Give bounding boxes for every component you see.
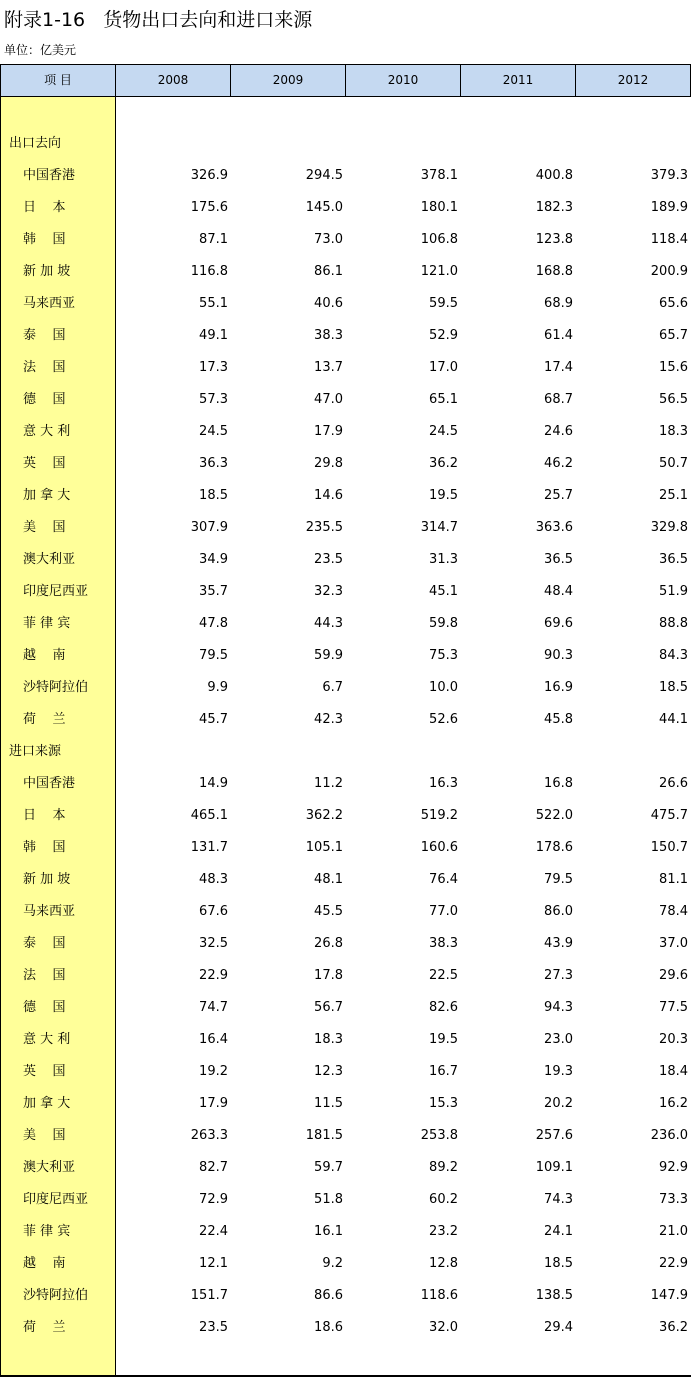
table-left-border <box>0 64 1 1377</box>
value-cell: 18.4 <box>659 1064 688 1079</box>
value-cell: 378.1 <box>420 168 458 183</box>
value-cell: 22.4 <box>199 1224 228 1239</box>
value-cell: 67.6 <box>199 904 228 919</box>
value-cell: 522.0 <box>535 808 573 823</box>
value-cell: 52.6 <box>429 712 458 727</box>
value-cell: 51.8 <box>314 1192 343 1207</box>
value-cell: 168.8 <box>535 264 573 279</box>
value-cell: 17.3 <box>199 360 228 375</box>
value-cell: 22.5 <box>429 968 458 983</box>
value-cell: 25.1 <box>659 488 688 503</box>
value-cell: 81.1 <box>659 872 688 887</box>
value-cell: 307.9 <box>190 520 228 535</box>
value-cell: 32.0 <box>429 1320 458 1335</box>
value-cell: 57.3 <box>199 392 228 407</box>
row-label: 菲 律 宾 <box>23 616 71 631</box>
value-cell: 9.9 <box>207 680 228 695</box>
row-label: 德 国 <box>23 1000 66 1015</box>
table-row <box>0 1024 691 1056</box>
value-cell: 16.3 <box>429 776 458 791</box>
value-cell: 65.6 <box>659 296 688 311</box>
value-cell: 59.7 <box>314 1160 343 1175</box>
row-label: 德 国 <box>23 392 66 407</box>
value-cell: 329.8 <box>650 520 688 535</box>
value-cell: 73.3 <box>659 1192 688 1207</box>
value-cell: 253.8 <box>420 1128 458 1143</box>
value-cell: 36.3 <box>199 456 228 471</box>
value-cell: 121.0 <box>420 264 458 279</box>
table-row <box>0 480 691 512</box>
value-cell: 138.5 <box>535 1288 573 1303</box>
row-label: 新 加 坡 <box>23 872 71 887</box>
value-cell: 73.0 <box>314 232 343 247</box>
value-cell: 59.5 <box>429 296 458 311</box>
value-cell: 175.6 <box>190 200 228 215</box>
value-cell: 15.3 <box>429 1096 458 1111</box>
value-cell: 36.5 <box>544 552 573 567</box>
table-row <box>0 704 691 736</box>
value-cell: 76.4 <box>429 872 458 887</box>
table-row <box>0 320 691 352</box>
header-year-2009: 2009 <box>231 64 345 96</box>
value-cell: 19.2 <box>199 1064 228 1079</box>
value-cell: 18.6 <box>314 1320 343 1335</box>
value-cell: 151.7 <box>190 1288 228 1303</box>
value-cell: 379.3 <box>650 168 688 183</box>
table-row <box>0 1248 691 1280</box>
row-label: 菲 律 宾 <box>23 1224 71 1239</box>
value-cell: 118.6 <box>420 1288 458 1303</box>
header-item: 项 目 <box>1 64 115 96</box>
value-cell: 23.5 <box>314 552 343 567</box>
row-label: 日 本 <box>23 808 66 823</box>
row-label: 法 国 <box>23 360 66 375</box>
value-cell: 59.8 <box>429 616 458 631</box>
value-cell: 61.4 <box>544 328 573 343</box>
table-row <box>0 928 691 960</box>
value-cell: 116.8 <box>190 264 228 279</box>
value-cell: 92.9 <box>659 1160 688 1175</box>
value-cell: 89.2 <box>429 1160 458 1175</box>
value-cell: 32.5 <box>199 936 228 951</box>
header-bottom-border <box>0 96 691 97</box>
value-cell: 6.7 <box>322 680 343 695</box>
row-label: 沙特阿拉伯 <box>23 680 89 695</box>
value-cell: 22.9 <box>659 1256 688 1271</box>
row-label: 韩 国 <box>23 840 66 855</box>
value-cell: 74.3 <box>544 1192 573 1207</box>
value-cell: 65.7 <box>659 328 688 343</box>
value-cell: 16.2 <box>659 1096 688 1111</box>
value-cell: 29.6 <box>659 968 688 983</box>
header-divider <box>345 64 346 96</box>
value-cell: 145.0 <box>305 200 343 215</box>
value-cell: 105.1 <box>305 840 343 855</box>
value-cell: 263.3 <box>190 1128 228 1143</box>
value-cell: 79.5 <box>544 872 573 887</box>
table-row <box>0 672 691 704</box>
value-cell: 16.4 <box>199 1032 228 1047</box>
value-cell: 86.0 <box>544 904 573 919</box>
row-label: 日 本 <box>23 200 66 215</box>
value-cell: 82.7 <box>199 1160 228 1175</box>
value-cell: 12.1 <box>199 1256 228 1271</box>
value-cell: 48.3 <box>199 872 228 887</box>
data-table <box>0 64 691 1377</box>
value-cell: 400.8 <box>535 168 573 183</box>
value-cell: 181.5 <box>305 1128 343 1143</box>
value-cell: 29.8 <box>314 456 343 471</box>
value-cell: 24.6 <box>544 424 573 439</box>
value-cell: 189.9 <box>650 200 688 215</box>
value-cell: 87.1 <box>199 232 228 247</box>
value-cell: 37.0 <box>659 936 688 951</box>
table-row <box>0 576 691 608</box>
unit-label: 单位：亿美元 <box>4 43 77 57</box>
value-cell: 49.1 <box>199 328 228 343</box>
value-cell: 257.6 <box>535 1128 573 1143</box>
table-row <box>0 352 691 384</box>
value-cell: 519.2 <box>420 808 458 823</box>
value-cell: 26.6 <box>659 776 688 791</box>
header-year-2008: 2008 <box>116 64 230 96</box>
value-cell: 182.3 <box>535 200 573 215</box>
table-row <box>0 416 691 448</box>
value-cell: 72.9 <box>199 1192 228 1207</box>
value-cell: 15.6 <box>659 360 688 375</box>
page-title: 附录1-16 货物出口去向和进口来源 <box>4 9 313 31</box>
row-label: 马来西亚 <box>23 904 76 919</box>
value-cell: 36.2 <box>659 1320 688 1335</box>
value-cell: 77.5 <box>659 1000 688 1015</box>
value-cell: 465.1 <box>190 808 228 823</box>
row-label: 中国香港 <box>23 168 76 183</box>
value-cell: 32.3 <box>314 584 343 599</box>
value-cell: 45.7 <box>199 712 228 727</box>
value-cell: 55.1 <box>199 296 228 311</box>
table-row <box>0 384 691 416</box>
row-label: 泰 国 <box>23 328 66 343</box>
row-label: 印度尼西亚 <box>23 1192 89 1207</box>
value-cell: 19.5 <box>429 488 458 503</box>
table-row <box>0 1184 691 1216</box>
row-label: 澳大利亚 <box>23 1160 76 1175</box>
value-cell: 22.9 <box>199 968 228 983</box>
value-cell: 178.6 <box>535 840 573 855</box>
value-cell: 16.8 <box>544 776 573 791</box>
value-cell: 18.3 <box>314 1032 343 1047</box>
value-cell: 26.8 <box>314 936 343 951</box>
value-cell: 131.7 <box>190 840 228 855</box>
row-label: 荷 兰 <box>23 712 66 727</box>
row-label: 加 拿 大 <box>23 488 71 503</box>
row-label: 意 大 利 <box>23 424 71 439</box>
value-cell: 84.3 <box>659 648 688 663</box>
table-row <box>0 992 691 1024</box>
value-cell: 69.6 <box>544 616 573 631</box>
value-cell: 51.9 <box>659 584 688 599</box>
value-cell: 77.0 <box>429 904 458 919</box>
value-cell: 42.3 <box>314 712 343 727</box>
section-label: 出口去向 <box>9 136 62 151</box>
value-cell: 90.3 <box>544 648 573 663</box>
table-row <box>0 256 691 288</box>
table-row <box>0 1120 691 1152</box>
table-row <box>0 544 691 576</box>
value-cell: 236.0 <box>650 1128 688 1143</box>
value-cell: 94.3 <box>544 1000 573 1015</box>
table-row <box>0 1088 691 1120</box>
value-cell: 20.3 <box>659 1032 688 1047</box>
value-cell: 56.5 <box>659 392 688 407</box>
row-label: 中国香港 <box>23 776 76 791</box>
value-cell: 106.8 <box>420 232 458 247</box>
table-row <box>0 288 691 320</box>
value-cell: 24.1 <box>544 1224 573 1239</box>
value-cell: 160.6 <box>420 840 458 855</box>
value-cell: 68.9 <box>544 296 573 311</box>
value-cell: 294.5 <box>305 168 343 183</box>
value-cell: 23.2 <box>429 1224 458 1239</box>
table-row <box>0 192 691 224</box>
value-cell: 29.4 <box>544 1320 573 1335</box>
value-cell: 11.2 <box>314 776 343 791</box>
value-cell: 47.0 <box>314 392 343 407</box>
value-cell: 45.5 <box>314 904 343 919</box>
value-cell: 326.9 <box>190 168 228 183</box>
row-label: 荷 兰 <box>23 1320 66 1335</box>
value-cell: 23.0 <box>544 1032 573 1047</box>
value-cell: 18.5 <box>199 488 228 503</box>
value-cell: 200.9 <box>650 264 688 279</box>
value-cell: 147.9 <box>650 1288 688 1303</box>
row-label: 法 国 <box>23 968 66 983</box>
table-row <box>0 1216 691 1248</box>
header-divider <box>460 64 461 96</box>
value-cell: 43.9 <box>544 936 573 951</box>
row-label: 韩 国 <box>23 232 66 247</box>
table-row <box>0 864 691 896</box>
table-row <box>0 640 691 672</box>
value-cell: 86.6 <box>314 1288 343 1303</box>
value-cell: 17.0 <box>429 360 458 375</box>
value-cell: 31.3 <box>429 552 458 567</box>
value-cell: 180.1 <box>420 200 458 215</box>
table-row <box>0 832 691 864</box>
value-cell: 35.7 <box>199 584 228 599</box>
value-cell: 44.1 <box>659 712 688 727</box>
value-cell: 88.8 <box>659 616 688 631</box>
table-row <box>0 1056 691 1088</box>
section-row <box>0 128 691 160</box>
value-cell: 10.0 <box>429 680 458 695</box>
section-label: 进口来源 <box>9 744 62 759</box>
value-cell: 109.1 <box>535 1160 573 1175</box>
value-cell: 60.2 <box>429 1192 458 1207</box>
value-cell: 52.9 <box>429 328 458 343</box>
value-cell: 363.6 <box>535 520 573 535</box>
value-cell: 14.9 <box>199 776 228 791</box>
header-divider <box>230 64 231 96</box>
header-divider <box>575 64 576 96</box>
value-cell: 19.3 <box>544 1064 573 1079</box>
value-cell: 18.5 <box>659 680 688 695</box>
table-row <box>0 768 691 800</box>
row-label: 马来西亚 <box>23 296 76 311</box>
value-cell: 12.3 <box>314 1064 343 1079</box>
row-label: 泰 国 <box>23 936 66 951</box>
table-row <box>0 448 691 480</box>
label-column-border <box>115 64 116 1377</box>
row-label: 英 国 <box>23 1064 66 1079</box>
row-label: 加 拿 大 <box>23 1096 71 1111</box>
section-row <box>0 736 691 768</box>
value-cell: 9.2 <box>322 1256 343 1271</box>
value-cell: 150.7 <box>650 840 688 855</box>
value-cell: 118.4 <box>650 232 688 247</box>
value-cell: 36.2 <box>429 456 458 471</box>
value-cell: 68.7 <box>544 392 573 407</box>
value-cell: 34.9 <box>199 552 228 567</box>
value-cell: 14.6 <box>314 488 343 503</box>
value-cell: 16.7 <box>429 1064 458 1079</box>
row-label: 美 国 <box>23 520 66 535</box>
table-row <box>0 1280 691 1312</box>
row-label: 澳大利亚 <box>23 552 76 567</box>
row-label: 越 南 <box>23 1256 66 1271</box>
row-label: 印度尼西亚 <box>23 584 89 599</box>
value-cell: 23.5 <box>199 1320 228 1335</box>
value-cell: 48.4 <box>544 584 573 599</box>
table-row <box>0 896 691 928</box>
table-row <box>0 1312 691 1344</box>
value-cell: 11.5 <box>314 1096 343 1111</box>
value-cell: 123.8 <box>535 232 573 247</box>
value-cell: 45.8 <box>544 712 573 727</box>
value-cell: 56.7 <box>314 1000 343 1015</box>
value-cell: 36.5 <box>659 552 688 567</box>
header-year-2010: 2010 <box>346 64 460 96</box>
table-row <box>0 960 691 992</box>
value-cell: 18.5 <box>544 1256 573 1271</box>
value-cell: 47.8 <box>199 616 228 631</box>
table-row <box>0 224 691 256</box>
value-cell: 44.3 <box>314 616 343 631</box>
row-label: 越 南 <box>23 648 66 663</box>
value-cell: 45.1 <box>429 584 458 599</box>
value-cell: 17.9 <box>199 1096 228 1111</box>
value-cell: 13.7 <box>314 360 343 375</box>
header-year-2012: 2012 <box>576 64 690 96</box>
value-cell: 235.5 <box>305 520 343 535</box>
row-label: 英 国 <box>23 456 66 471</box>
value-cell: 475.7 <box>650 808 688 823</box>
value-cell: 38.3 <box>314 328 343 343</box>
table-row <box>0 1152 691 1184</box>
value-cell: 20.2 <box>544 1096 573 1111</box>
value-cell: 24.5 <box>199 424 228 439</box>
row-label: 美 国 <box>23 1128 66 1143</box>
header-year-2011: 2011 <box>461 64 575 96</box>
value-cell: 46.2 <box>544 456 573 471</box>
value-cell: 74.7 <box>199 1000 228 1015</box>
row-label: 意 大 利 <box>23 1032 71 1047</box>
value-cell: 12.8 <box>429 1256 458 1271</box>
table-row <box>0 160 691 192</box>
value-cell: 65.1 <box>429 392 458 407</box>
value-cell: 25.7 <box>544 488 573 503</box>
value-cell: 16.9 <box>544 680 573 695</box>
value-cell: 17.9 <box>314 424 343 439</box>
value-cell: 19.5 <box>429 1032 458 1047</box>
value-cell: 48.1 <box>314 872 343 887</box>
table-row <box>0 800 691 832</box>
row-label: 新 加 坡 <box>23 264 71 279</box>
table-row <box>0 608 691 640</box>
value-cell: 79.5 <box>199 648 228 663</box>
table-row <box>0 512 691 544</box>
value-cell: 38.3 <box>429 936 458 951</box>
value-cell: 362.2 <box>305 808 343 823</box>
value-cell: 78.4 <box>659 904 688 919</box>
value-cell: 18.3 <box>659 424 688 439</box>
value-cell: 86.1 <box>314 264 343 279</box>
value-cell: 21.0 <box>659 1224 688 1239</box>
value-cell: 75.3 <box>429 648 458 663</box>
value-cell: 314.7 <box>420 520 458 535</box>
value-cell: 27.3 <box>544 968 573 983</box>
value-cell: 16.1 <box>314 1224 343 1239</box>
value-cell: 17.8 <box>314 968 343 983</box>
value-cell: 82.6 <box>429 1000 458 1015</box>
value-cell: 40.6 <box>314 296 343 311</box>
value-cell: 50.7 <box>659 456 688 471</box>
value-cell: 17.4 <box>544 360 573 375</box>
value-cell: 59.9 <box>314 648 343 663</box>
value-cell: 24.5 <box>429 424 458 439</box>
row-label: 沙特阿拉伯 <box>23 1288 89 1303</box>
